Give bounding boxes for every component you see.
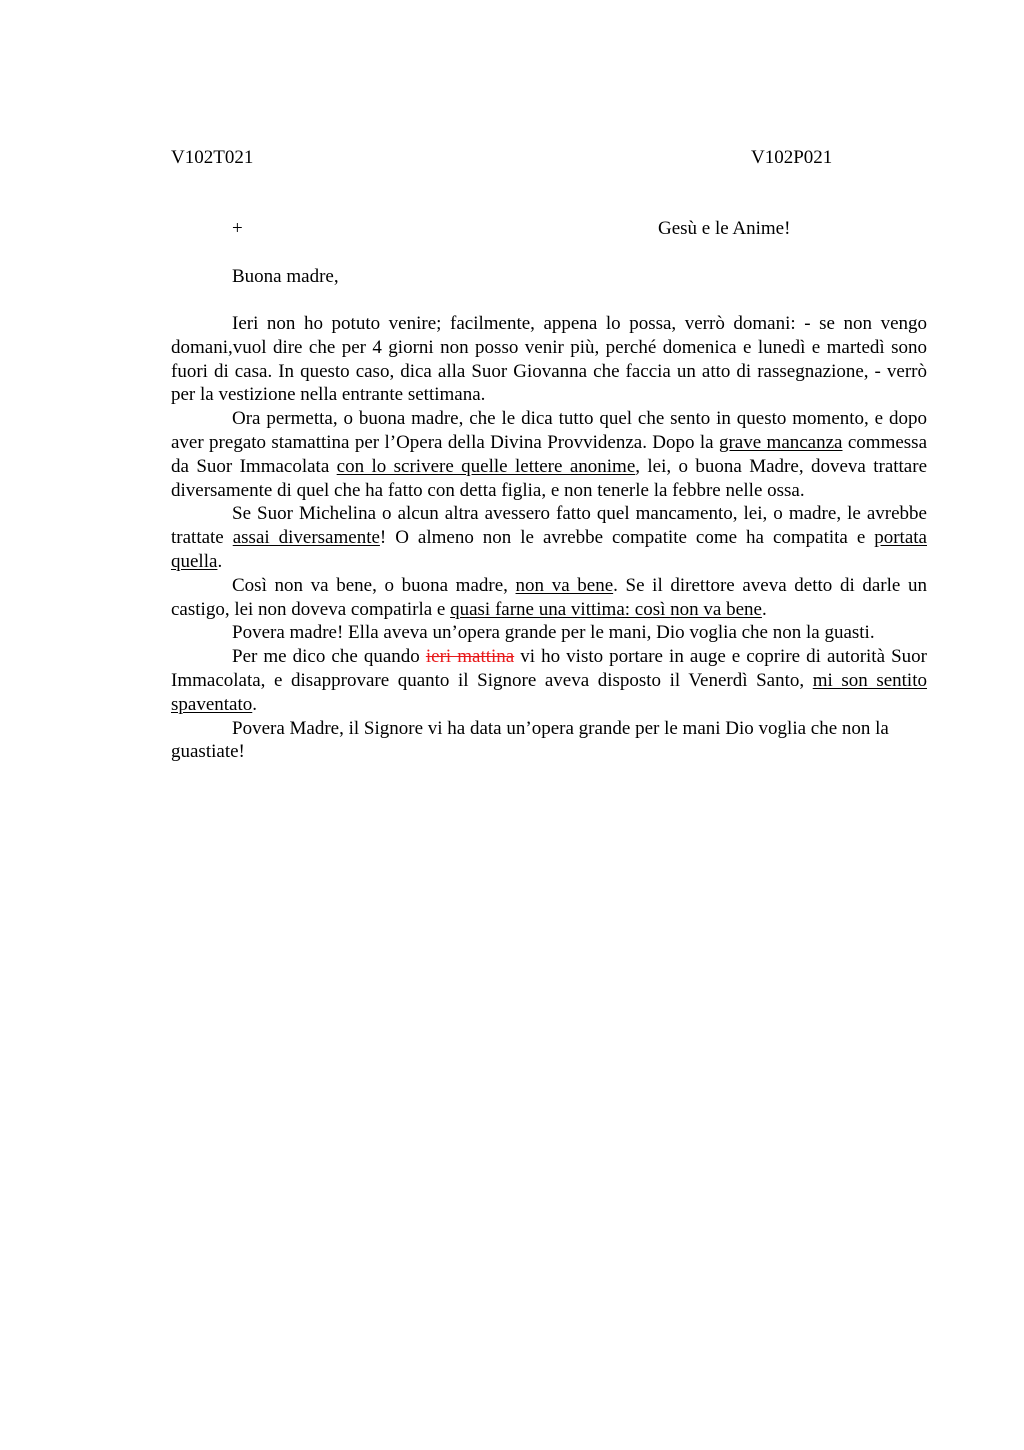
underlined-text: portata quella	[171, 527, 927, 572]
paragraph-text: Per me dico che quando	[232, 646, 426, 668]
paragraph-5	[171, 621, 927, 645]
paragraph-text: commessa da Suor Immacolata	[171, 431, 928, 477]
paragraph-text: Povera Madre, il Signore vi ha data un’opera grande per le mani Dio voglia che non la guastiate!	[171, 717, 889, 763]
paragraph-text: . Se il direttore aveva detto di darle un castigo, lei non doveva compatirla e	[171, 574, 927, 620]
cross-symbol: +	[232, 218, 243, 239]
document-code-right: V102P021	[751, 147, 833, 168]
invocation-heading: Gesù e le Anime!	[658, 218, 791, 239]
paragraph-text: Povera madre! Ella aveva un’opera grande per le mani, Dio voglia che non la guasti.	[232, 622, 875, 644]
letter-body	[171, 312, 927, 764]
paragraph-text: vi ho visto portare in auge e coprire di autorità Suor Immacolata, e disapprovare quanto il Signore aveva disposto il Venerdì Santo,	[171, 646, 927, 691]
paragraph-2	[171, 407, 927, 502]
underlined-text: quasi farne una vittima: così non va bene	[450, 598, 762, 620]
paragraph-4	[171, 574, 927, 622]
document-code-left: V102T021	[171, 147, 254, 168]
paragraph-text: .	[252, 693, 258, 715]
paragraph-text: .	[217, 550, 223, 572]
paragraph-text: Ieri non ho potuto venire; facilmente, appena lo possa, verrò domani: - se non vengo domani,vuol dire che per 4 giorni non posso venir più, perché domenica e lunedì e martedì sono fuori di casa. In questo caso, dica alla Suor Giovanna che faccia un atto di rassegnazione, - verrò per la vestizione nella entrante settimana.	[171, 313, 927, 406]
paragraph-text: ! O almeno non le avrebbe compatite come ha compatita e	[379, 527, 875, 549]
underlined-text: con lo scrivere quelle lettere anonime	[336, 455, 636, 477]
paragraph-text: Se Suor Michelina o alcun altra avessero fatto quel mancamento, lei, o madre, le avrebbe trattate	[171, 503, 927, 549]
underlined-text: assai diversamente	[232, 527, 380, 549]
paragraph-3	[171, 502, 927, 573]
paragraph-text: , lei, o buona Madre, doveva trattare diversamente di quel che ha fatto con detta figlia, e non tenerle la febbre nelle ossa.	[171, 455, 928, 501]
paragraph-6	[171, 645, 927, 716]
paragraph-7	[171, 717, 927, 765]
paragraph-1	[171, 312, 927, 407]
underlined-text: mi son sentito spaventato	[171, 669, 927, 715]
paragraph-text: Così non va bene, o buona madre,	[232, 574, 516, 596]
struck-through-text: ieri mattina	[425, 646, 515, 668]
salutation: Buona madre,	[232, 266, 339, 287]
underlined-text: non va bene	[515, 574, 614, 596]
underlined-text: grave mancanza	[718, 431, 843, 453]
paragraph-text: Ora permetta, o buona madre, che le dica tutto quel che sento in questo momento, e dopo aver pregato stamattina per l’Opera della Divina Provvidenza. Dopo la	[171, 408, 927, 453]
paragraph-text: .	[761, 598, 767, 620]
